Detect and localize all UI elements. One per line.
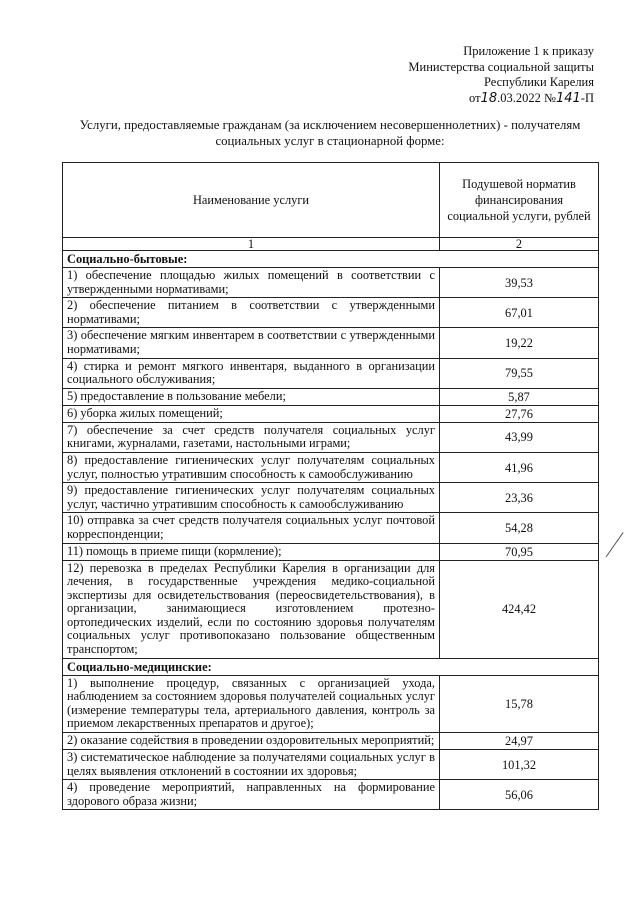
table-row bbox=[63, 733, 599, 750]
service-norm-value: 41,96 bbox=[440, 452, 599, 482]
table-row bbox=[63, 268, 599, 298]
table-row bbox=[63, 483, 599, 513]
service-norm-value: 23,36 bbox=[440, 483, 599, 513]
service-name: 4) проведение мероприятий, направленных на формирование здорового образа жизни; bbox=[63, 780, 440, 810]
appendix-line-1: Приложение 1 к приказу bbox=[463, 44, 594, 58]
service-norm-value: 39,53 bbox=[440, 268, 599, 298]
table-row bbox=[63, 780, 599, 810]
section-row bbox=[63, 251, 599, 268]
service-norm-value: 67,01 bbox=[440, 298, 599, 328]
service-norm-value: 15,78 bbox=[440, 675, 599, 732]
service-name: 2) обеспечение питанием в соответствии с утвержденными нормативами; bbox=[63, 298, 440, 328]
service-norm-value: 19,22 bbox=[440, 328, 599, 358]
service-norm-value: 24,97 bbox=[440, 733, 599, 750]
column-number-1: 1 bbox=[63, 238, 440, 251]
date-rest: .03.2022 № bbox=[497, 90, 556, 105]
column-header-service-name: Наименование услуги bbox=[63, 163, 440, 238]
service-norm-value: 43,99 bbox=[440, 422, 599, 452]
table-row bbox=[63, 543, 599, 560]
table-row bbox=[63, 422, 599, 452]
service-norm-value: 54,28 bbox=[440, 513, 599, 543]
service-name: 4) стирка и ремонт мягкого инвентаря, выданного в организации социального обслуживания; bbox=[63, 358, 440, 388]
service-name: 3) систематическое наблюдение за получателями социальных услуг в целях выявления отклонений в состоянии их здоровья; bbox=[63, 750, 440, 780]
table-header-row bbox=[63, 163, 599, 238]
table-row bbox=[63, 452, 599, 482]
service-name: 8) предоставление гигиенических услуг получателям социальных услуг, полностью утратившим способность к самообслуживанию bbox=[63, 452, 440, 482]
service-name: 1) выполнение процедур, связанных с организацией ухода, наблюдением за состоянием здоровья получателей социальных услуг (измерение температуры тела, артериального давления, контроль за приемом лекарственных препаратов и другое); bbox=[63, 675, 440, 732]
order-suffix: -П bbox=[580, 90, 594, 105]
table-row bbox=[63, 328, 599, 358]
service-name: 1) обеспечение площадью жилых помещений в соответствии с утвержденными нормативами; bbox=[63, 268, 440, 298]
service-norm-value: 56,06 bbox=[440, 780, 599, 810]
column-number-2: 2 bbox=[440, 238, 599, 251]
appendix-date-line bbox=[408, 91, 594, 107]
appendix-line-2: Министерства социальной защиты bbox=[408, 59, 594, 74]
appendix-line-3: Республики Карелия bbox=[483, 75, 594, 89]
section-title: Социально-медицинские: bbox=[63, 658, 599, 675]
service-norm-value: 70,95 bbox=[440, 543, 599, 560]
table-row bbox=[63, 405, 599, 422]
table-row bbox=[63, 388, 599, 405]
service-name: 3) обеспечение мягким инвентарем в соответствии с утвержденными нормативами; bbox=[63, 328, 440, 358]
service-name: 2) оказание содействия в проведении оздоровительных мероприятий; bbox=[63, 733, 440, 750]
table-row bbox=[63, 750, 599, 780]
appendix-header bbox=[408, 44, 594, 106]
services-table bbox=[62, 162, 599, 810]
service-name: 6) уборка жилых помещений; bbox=[63, 405, 440, 422]
section-row bbox=[63, 658, 599, 675]
service-name: 10) отправка за счет средств получателя социальных услуг почтовой корреспонденции; bbox=[63, 513, 440, 543]
service-name: 9) предоставление гигиенических услуг получателям социальных услуг, частично утратившим способность к самообслуживанию bbox=[63, 483, 440, 513]
table-row bbox=[63, 675, 599, 732]
service-name: 11) помощь в приеме пищи (кормление); bbox=[63, 543, 440, 560]
order-number-handwritten: 141 bbox=[555, 90, 581, 106]
service-norm-value: 5,87 bbox=[440, 388, 599, 405]
margin-pen-mark bbox=[606, 532, 625, 558]
column-header-norm: Подушевой норматив финансирования социальной услуги, рублей bbox=[440, 163, 599, 238]
date-day-handwritten: 18 bbox=[480, 90, 498, 106]
date-prefix: от bbox=[469, 90, 481, 105]
intro-text: Услуги, предоставляемые гражданам (за исключением несовершеннолетних) - получателям социальных услуг в стационарной форме: bbox=[79, 118, 581, 148]
table-row bbox=[63, 298, 599, 328]
section-title: Социально-бытовые: bbox=[63, 251, 599, 268]
service-norm-value: 101,32 bbox=[440, 750, 599, 780]
table-row bbox=[63, 513, 599, 543]
service-name: 12) перевозка в пределах Республики Карелия в организации для лечения, в государственные учреждения медико-социальной экспертизы для освидетельствования (переосвидетельствования), в организации, занимающиеся изготовлением протезно-ортопедических изделий, если по состоянию здоровья получателям социальных услуг противопоказано пользование общественным транспортом; bbox=[63, 560, 440, 658]
service-name: 7) обеспечение за счет средств получателя социальных услуг книгами, журналами, газетами, настольными играми; bbox=[63, 422, 440, 452]
service-norm-value: 424,42 bbox=[440, 560, 599, 658]
column-number-row bbox=[63, 238, 599, 251]
service-norm-value: 27,76 bbox=[440, 405, 599, 422]
service-norm-value: 79,55 bbox=[440, 358, 599, 388]
table-row bbox=[63, 560, 599, 658]
service-name: 5) предоставление в пользование мебели; bbox=[63, 388, 440, 405]
table-row bbox=[63, 358, 599, 388]
